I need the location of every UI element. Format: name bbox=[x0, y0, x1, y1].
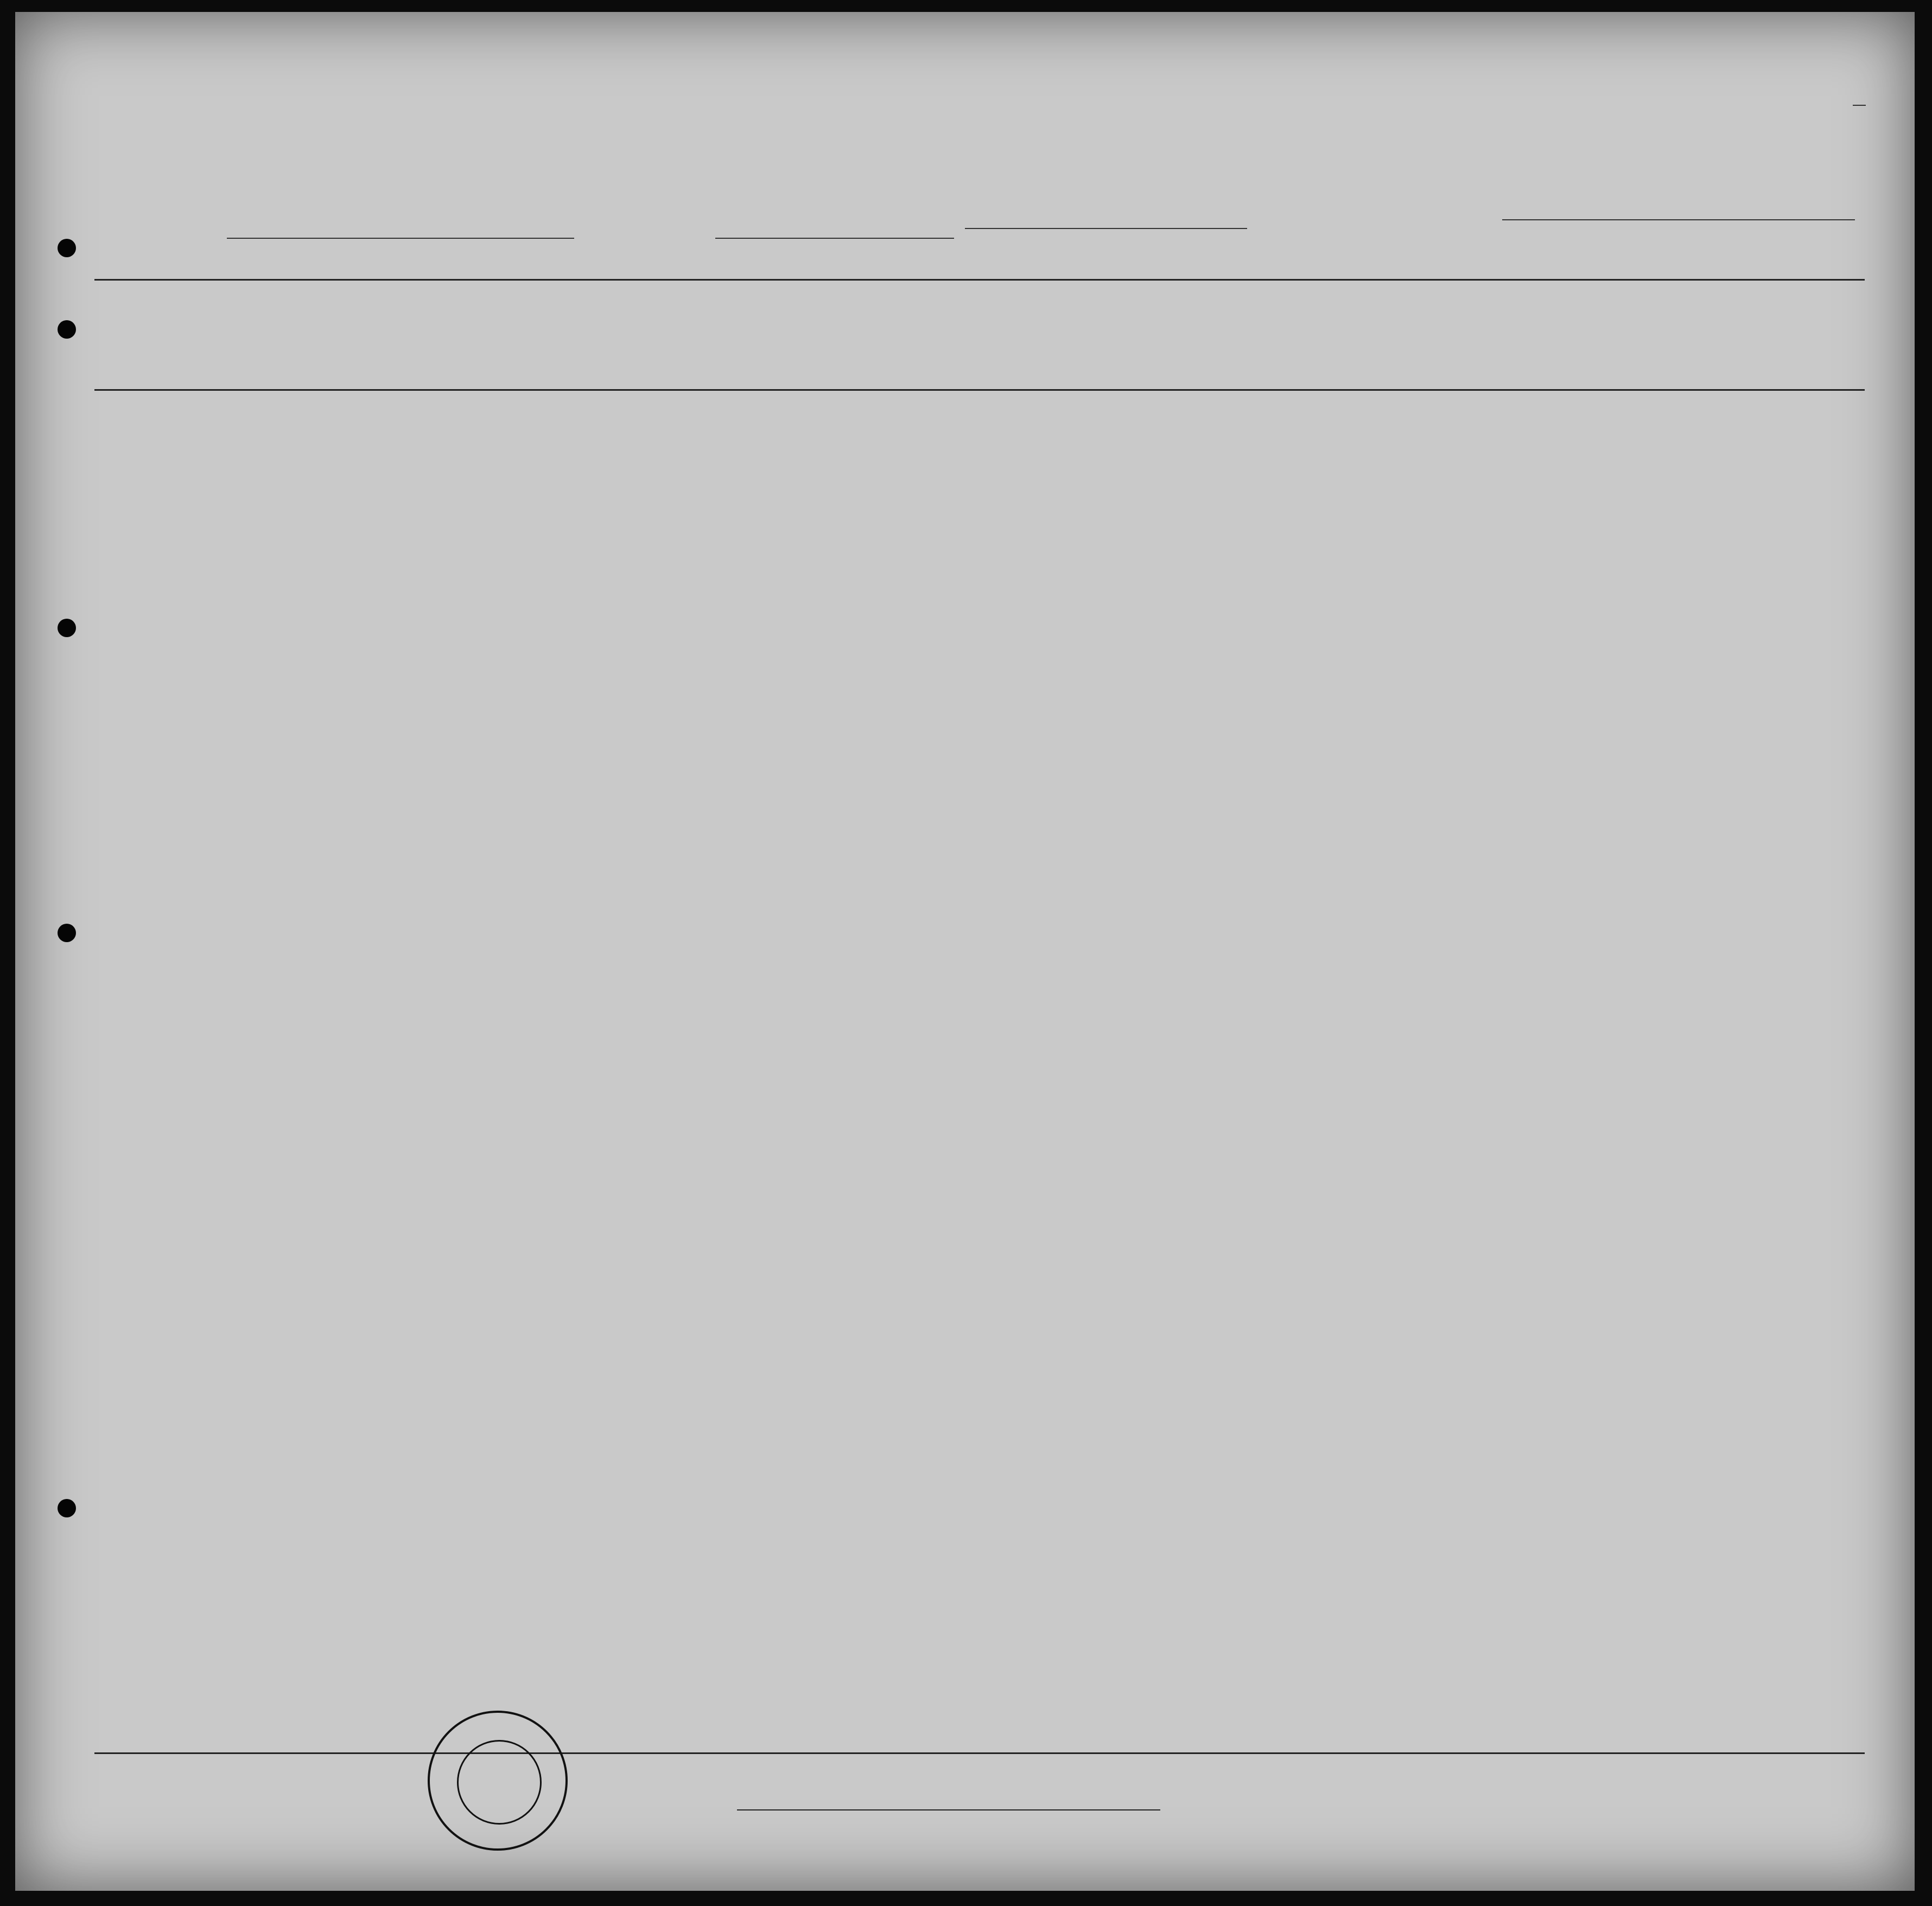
vessel-name bbox=[227, 238, 574, 239]
manifest-sheet bbox=[15, 12, 1915, 1891]
punch-hole bbox=[58, 924, 76, 942]
punch-hole bbox=[58, 1499, 76, 1517]
sheet-number bbox=[1853, 87, 1866, 105]
voyage-line bbox=[145, 233, 1725, 266]
arrival-date bbox=[965, 228, 1247, 229]
punch-hole bbox=[58, 320, 76, 339]
crew-table bbox=[94, 279, 1865, 1754]
arriving-port bbox=[715, 238, 954, 239]
from-port bbox=[1502, 219, 1855, 220]
punch-hole bbox=[58, 619, 76, 637]
port-of-balboa-seal bbox=[428, 1711, 568, 1851]
punch-hole bbox=[58, 239, 76, 257]
inspector-signature-line bbox=[737, 1761, 1160, 1810]
